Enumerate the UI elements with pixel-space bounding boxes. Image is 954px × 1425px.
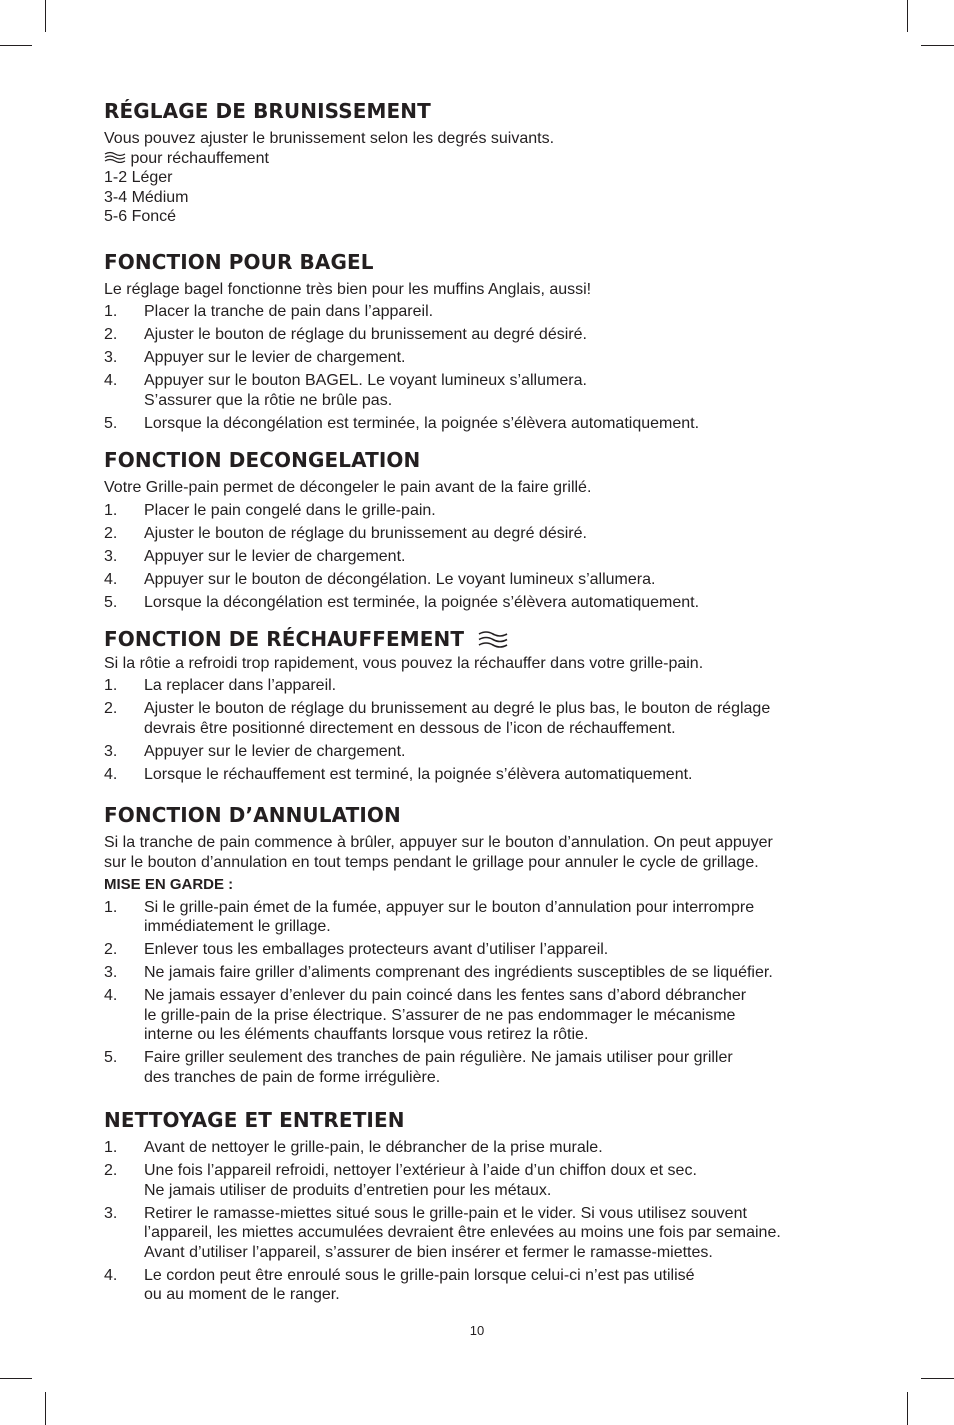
step-text: Lorsque le réchauffement est terminé, la poignée s’élèvera automatiquement. [144,765,693,783]
list-item [104,742,864,762]
step-number: 1. [104,1139,118,1157]
step-text: Placer le pain congelé dans le grille-pain. [144,501,436,519]
step-number: 2. [104,326,118,344]
step-number: 3. [104,742,118,760]
step-number: 5. [104,1049,118,1067]
list-item [104,547,864,567]
reheat-steps [104,676,864,784]
list-item [104,501,864,521]
step-text: Lorsque la décongélation est terminée, la poignée s’élèvera automatiquement. [144,414,700,432]
step-text: Ajuster le bouton de réglage du brunissement au degré désiré. [144,524,587,542]
crop-mark [921,1378,954,1379]
list-item [104,1048,864,1087]
reheat-heading [104,626,864,654]
list-item [104,593,864,613]
bagel-steps [104,302,864,433]
list-item [104,986,864,1045]
step-text: Faire griller seulement des tranches de pain régulière. Ne jamais utiliser pour griller des tranches de pain de forme irrégulière. [144,1049,733,1086]
defrost-steps [104,501,864,613]
step-number: 1. [104,303,118,321]
step-text: Ajuster le bouton de réglage du brunissement au degré désiré. [144,326,587,344]
browning-intro: Vous pouvez ajuster le brunissement selon les degrés suivants. [104,130,555,147]
defrost-intro: Votre Grille-pain permet de décongeler le pain avant de la faire grillé. [104,479,592,497]
step-number: 2. [104,700,118,718]
step-number: 1. [104,898,118,916]
bagel-section [104,249,864,434]
list-item [104,1266,864,1305]
crop-mark [45,1392,46,1425]
step-text: Placer la tranche de pain dans l’appareil. [144,303,434,321]
step-text: Avant de nettoyer le grille-pain, le débrancher de la prise murale. [144,1139,603,1157]
reheat-waves-icon [104,149,126,169]
list-item [104,676,864,696]
crop-mark [907,1392,908,1425]
step-text: Retirer le ramasse-miettes situé sous le grille-pain et le vider. Si vous utilisez souvent l’appareil, les miettes accumulées devraient être enlevées au moins une fois par semaine. Avant d’utiliser l’appareil, s’assurer de bien insérer et fermer le ramasse-miettes. [144,1204,781,1261]
defrost-heading: FONCTION DECONGELATION [104,448,421,473]
reheat-section [104,626,864,784]
reheat-level-label: pour réchauffement [130,149,269,167]
browning-section [104,98,864,227]
list-item [104,570,864,590]
crop-mark [921,45,954,46]
crop-mark [0,45,32,46]
list-item [104,765,864,785]
step-number: 5. [104,414,118,432]
step-number: 1. [104,501,118,519]
step-number: 3. [104,547,118,565]
step-text: Appuyer sur le bouton de décongélation. Le voyant lumineux s’allumera. [144,570,656,588]
defrost-section [104,447,864,612]
caution-steps [104,898,864,1088]
reheat-waves-icon [477,628,509,654]
reheat-intro: Si la rôtie a refroidi trop rapidement, vous pouvez la réchauffer dans votre grille-pain. [104,654,704,672]
step-number: 4. [104,987,118,1005]
step-number: 4. [104,765,118,783]
step-text: Ne jamais faire griller d’aliments comprenant des ingrédients susceptibles de se liquéfier. [144,964,773,982]
browning-level: 1-2 Léger [104,169,173,187]
crop-mark [907,0,908,32]
browning-level: 3-4 Médium [104,188,189,206]
step-number: 3. [104,349,118,367]
list-item [104,699,864,738]
step-text: Appuyer sur le bouton BAGEL. Le voyant lumineux s’allumera. S’assurer que la rôtie ne brûle pas. [144,372,587,409]
bagel-heading: FONCTION POUR BAGEL [104,249,374,274]
list-item [104,1138,864,1158]
bagel-intro: Le réglage bagel fonctionne très bien pour les muffins Anglais, aussi! [104,280,592,298]
cancel-intro: Si la tranche de pain commence à brûler, appuyer sur le bouton d’annulation. On peut appuyer sur le bouton d’annulation en tout temps pendant le grillage pour annuler le cycle de grillage. [104,834,773,871]
cleaning-section [104,1107,864,1305]
page-content [104,98,864,1319]
reheat-heading-text: FONCTION DE RÉCHAUFFEMENT [104,627,465,652]
crop-mark [45,0,46,32]
list-item [104,348,864,368]
step-number: 3. [104,1204,118,1222]
list-item [104,898,864,937]
step-text: Appuyer sur le levier de chargement. [144,547,406,565]
list-item [104,1204,864,1263]
browning-heading: RÉGLAGE DE BRUNISSEMENT [104,99,431,123]
list-item [104,1161,864,1200]
step-text: Enlever tous les emballages protecteurs avant d’utiliser l’appareil. [144,941,609,959]
step-text: Ne jamais essayer d’enlever du pain coincé dans les fentes sans d’abord débrancher le grille-pain de la prise électrique. S’assurer de ne pas endommager le mécanisme interne ou les éléments chauffants lorsque vous retirez la rôtie. [144,987,747,1044]
cleaning-heading: NETTOYAGE ET ENTRETIEN [104,1108,405,1133]
cancel-heading: FONCTION D’ANNULATION [104,803,401,828]
cancel-section [104,802,864,1087]
browning-level: 5-6 Foncé [104,208,177,226]
step-text: Appuyer sur le levier de chargement. [144,742,406,760]
step-number: 1. [104,677,118,695]
list-item [104,940,864,960]
step-text: Lorsque la décongélation est terminée, la poignée s’élèvera automatiquement. [144,593,700,611]
crop-mark [0,1378,32,1379]
step-text: Ajuster le bouton de réglage du brunissement au degré le plus bas, le bouton de réglage devrais être positionné directement en dessous de l’icon de réchauffement. [144,700,771,737]
cleaning-steps [104,1138,864,1305]
caution-label: MISE EN GARDE : [104,876,234,894]
step-number: 4. [104,570,118,588]
list-item [104,414,864,434]
step-number: 4. [104,372,118,390]
step-text: Si le grille-pain émet de la fumée, appuyer sur le bouton d’annulation pour interrompre immédiatement le grillage. [144,898,755,936]
list-item [104,524,864,544]
step-number: 3. [104,964,118,982]
step-text: Le cordon peut être enroulé sous le grille-pain lorsque celui-ci n’est pas utilisé ou au moment de le ranger. [144,1266,695,1304]
list-item [104,371,864,410]
step-text: Une fois l’appareil refroidi, nettoyer l’extérieur à l’aide d’un chiffon doux et sec. Ne jamais utiliser de produits d’entretien pour les métaux. [144,1162,697,1199]
step-text: La replacer dans l’appareil. [144,677,337,695]
step-text: Appuyer sur le levier de chargement. [144,349,406,367]
step-number: 2. [104,1162,118,1180]
step-number: 2. [104,524,118,542]
page-number: 10 [469,1323,485,1338]
step-number: 2. [104,941,118,959]
list-item [104,325,864,345]
step-number: 4. [104,1266,118,1284]
list-item [104,302,864,322]
step-number: 5. [104,593,118,611]
reheat-level-line [104,149,864,169]
list-item [104,963,864,983]
